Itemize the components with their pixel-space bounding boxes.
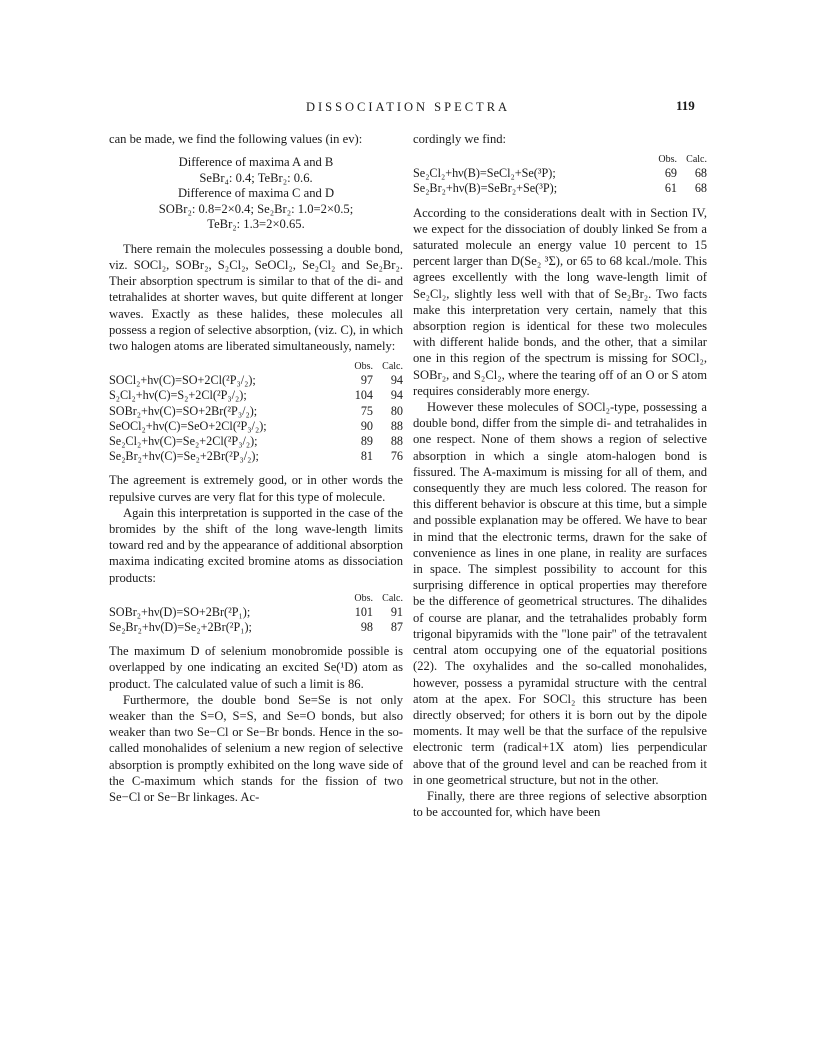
calc-value: 68 <box>694 166 707 181</box>
table-row <box>413 181 707 196</box>
table-row <box>109 434 403 449</box>
obs-value: 89 <box>360 433 373 448</box>
page-number: 119 <box>676 98 695 113</box>
paragraph: cordingly we find: <box>413 132 507 146</box>
table-row <box>109 388 403 403</box>
equation: Se₂Br₂+hν(B)=SeBr₂+Se(³P); <box>413 181 558 196</box>
equation: Se₂Cl₂+hν(B)=SeCl₂+Se(³P); <box>413 166 556 181</box>
equation: Se₂Cl₂+hν(C)=Se₂+2Cl(²P₃/₂); <box>109 433 258 448</box>
diff-line: SOBr₂: 0.8=2×0.4; Se₂Br₂: 1.0=2×0.5; <box>158 201 354 216</box>
paragraph: However these molecules of SOCl₂-type, possessing a double bond, differ from the simple di- and tetrahalides in one respect. None of them shows a region of selective absorption in which a single atom-halogen bond is fissured. The A-maximum is missing for all of them, and consequently they are much less colored. The reason for this different behavior is obscure at this time, but a simple and possible explanation may be offered. We have to bear in mind that the electronic terms, drawn for the sake of convenience as lines in one plane, in reality are surfaces in space. The simplest possibility to account for this surprising difference in optical properties may therefore be the difference of geometrical structures. The dihalides of course are planar, and the tetrahalides probably form trigonal bipyramids with the "lone pair" of the tetravalent central atom occupying one of the equatorial positions (22). The oxyhalides and the so-called monohalides, however, possess a pyramidal structure with the central atom at the apex. For SOCl₂ this structure has been directly observed; for others it is born out by the dipole moments. It may well be that the surface of the repulsive electronic term (radical+1X atom) lies perpendicular above that of the ground level and can be reached from it in one geometrical structure, but not in the other. <box>413 400 707 787</box>
col-calc: Calc. <box>382 361 403 373</box>
obs-value: 90 <box>360 418 373 433</box>
paragraph: The agreement is extremely good, or in other words the repulsive curves are very flat for this type of molecule. <box>109 473 403 504</box>
calc-value: 94 <box>390 373 403 388</box>
equation: SOBr₂+hν(C)=SO+2Br(²P₃/₂); <box>109 403 258 418</box>
col-calc: Calc. <box>382 592 403 604</box>
col-calc: Calc. <box>686 154 707 166</box>
obs-value: 75 <box>360 403 373 418</box>
calc-value: 87 <box>390 619 403 634</box>
paragraph: There remain the molecules possessing a double bond, viz. SOCl₂, SOBr₂, S₂Cl₂, SeOCl₂, Se₂Cl₂ and Se₂Br₂. Their absorption spectrum is similar to that of the di- and tetrahalides at shorter waves, but quite different at longer waves. Exactly as these halides, these molecules all possess a region of selective absorption, (viz. C), in which two halogen atoms are liberated simultaneously, namely: <box>109 241 403 353</box>
equation: Se₂Br₂+hν(D)=Se₂+2Br(²P₁); <box>109 619 252 634</box>
diff-line: Difference of maxima A and B <box>178 155 334 170</box>
obs-value: 104 <box>354 388 373 403</box>
equation: Se₂Br₂+hν(C)=Se₂+2Br(²P₃/₂); <box>109 449 259 464</box>
right-column <box>413 131 707 820</box>
equation-table-b <box>413 153 707 196</box>
obs-value: 101 <box>354 604 373 619</box>
left-column <box>109 131 403 805</box>
table-row <box>109 373 403 388</box>
obs-value: 61 <box>664 181 677 196</box>
table-row <box>109 449 403 464</box>
obs-value: 97 <box>360 373 373 388</box>
paragraph: can be made, we find the following values (in ev): <box>109 132 363 146</box>
equation-table-d <box>109 592 403 635</box>
equation: SeOCl₂+hν(C)=SeO+2Cl(²P₃/₂); <box>109 418 267 433</box>
col-obs: Obs. <box>354 592 373 604</box>
equation: S₂Cl₂+hν(C)=S₂+2Cl(²P₃/₂); <box>109 388 247 403</box>
paragraph: Finally, there are three regions of selective absorption to be accounted for, which have been <box>413 788 707 820</box>
table-row <box>109 605 403 620</box>
diff-line: SeBr₄: 0.4; TeBr₂: 0.6. <box>199 170 313 185</box>
col-obs: Obs. <box>354 361 373 373</box>
obs-value: 69 <box>664 166 677 181</box>
calc-value: 91 <box>390 604 403 619</box>
obs-value: 81 <box>360 449 373 464</box>
paragraph: The maximum D of selenium monobromide possible is overlapped by one indicating an excited Se(¹D) atom as product. The calculated value of such a limit is 86. <box>109 644 403 691</box>
obs-value: 98 <box>360 619 373 634</box>
paragraph: According to the considerations dealt with in Section IV, we expect for the dissociation of doubly linked Se from a saturated molecule an energy value 10 percent to 15 percent larger than D(Se₂ ³Σ), or 65 to 68 kcal./mole. This agrees excellently with the long wave-length limit of Se₂Cl₂, slightly less well with that of Se₂Br₂. Two facts make this interpretation very certain, namely that this absorption region is identical for these two molecules with different halide bonds, and the other, that a similar one in this region of the spectrum is missing for SOCl₂, SOBr₂, and S₂Cl₂, where the tearing off of an O or S atom requires considerably more energy. <box>413 205 707 398</box>
table-row <box>109 404 403 419</box>
calc-value: 94 <box>390 388 403 403</box>
paragraph: Furthermore, the double bond Se=Se is not only weaker than the S=O, S=S, and Se=O bonds, but also weaker than two Se−Cl or Se−Br bonds. Hence in the so-called monohalides of selenium a new region of selective absorption is promptly exhibited on the long wave side of the C-maximum which stands for the fission of two Se−Cl or Se−Br linkages. Ac- <box>109 692 403 804</box>
equation-table-c <box>109 360 403 464</box>
paragraph: Again this interpretation is supported in the case of the bromides by the shift of the long wave-length limits toward red and by the appearance of additional absorption maxima indicating excited bromine atoms as dissociation products: <box>109 505 403 585</box>
running-title: DISSOCIATION SPECTRA <box>305 100 511 114</box>
calc-value: 88 <box>390 418 403 433</box>
calc-value: 68 <box>694 181 707 196</box>
equation: SOCl₂+hν(C)=SO+2Cl(²P₃/₂); <box>109 373 256 388</box>
calc-value: 80 <box>390 403 403 418</box>
calc-value: 88 <box>390 433 403 448</box>
table-row <box>109 419 403 434</box>
table-row <box>413 166 707 181</box>
diff-line: TeBr₂: 1.3=2×0.65. <box>207 217 305 232</box>
diff-line: Difference of maxima C and D <box>177 186 335 201</box>
calc-value: 76 <box>390 449 403 464</box>
table-row <box>109 620 403 635</box>
equation: SOBr₂+hν(D)=SO+2Br(²P₁); <box>109 604 251 619</box>
maxima-differences <box>109 155 403 233</box>
col-obs: Obs. <box>658 154 677 166</box>
